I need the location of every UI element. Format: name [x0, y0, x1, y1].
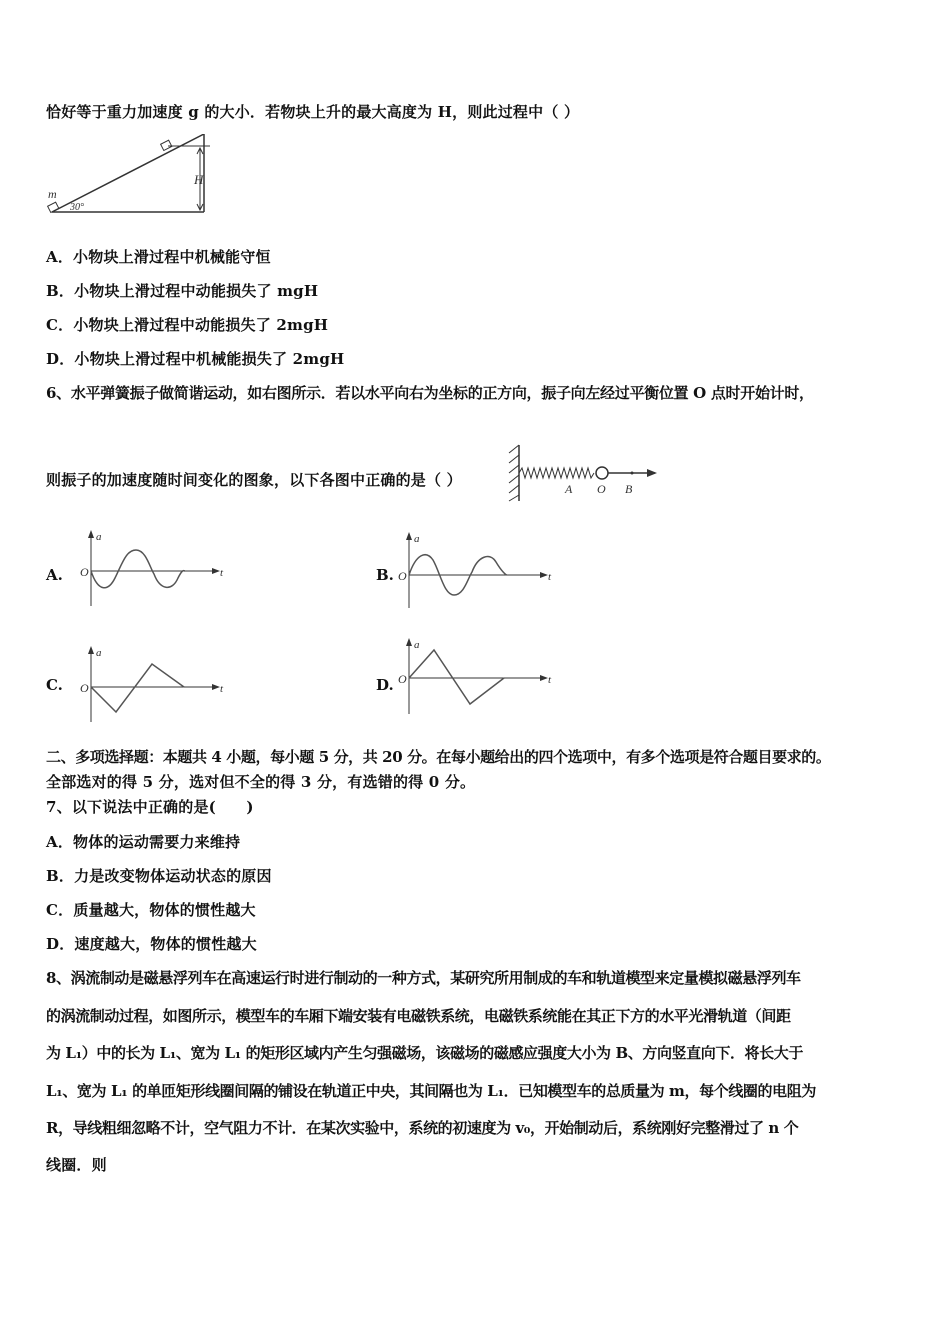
q6-graph-c: [80, 644, 230, 724]
mass-label: m: [48, 187, 57, 201]
height-label: H: [194, 172, 204, 187]
q6-stem-2: 则振子的加速度随时间变化的图象，以下各图中正确的是（ ）: [46, 471, 462, 489]
q6-option-b-label: B.: [376, 566, 394, 584]
q5-option-b: B．小物块上滑过程中动能损失了 mgH: [46, 282, 319, 300]
axis-t-label: t: [548, 571, 552, 583]
axis-a-label: a: [96, 531, 102, 543]
angle-label: 30°: [70, 202, 84, 213]
point-b-label: B: [625, 482, 633, 496]
point-o-label: O: [597, 482, 606, 496]
q6-option-c-label: C.: [46, 676, 63, 694]
q7-stem: 7、以下说法中正确的是( ): [46, 798, 254, 816]
q6-stem-1: 6、水平弹簧振子做简谐运动，如右图所示．若以水平向右为坐标的正方向，振子向左经过平衡位置 O 点时开始计时，: [46, 384, 814, 402]
axis-t-label: t: [220, 567, 224, 579]
q7-option-a: A．物体的运动需要力来维持: [46, 833, 241, 851]
q8-line-4: L₁、宽为 L₁ 的单匝矩形线圈间隔的铺设在轨道正中央，其间隔也为 L₁．已知模型车的总质量为 m，每个线圈的电阻为: [46, 1082, 816, 1100]
axis-t-label: t: [548, 674, 552, 686]
q5-option-c: C．小物块上滑过程中动能损失了 2mgH: [46, 316, 329, 334]
axis-a-label: a: [414, 533, 420, 545]
section2-instructions-1: 二、多项选择题：本题共 4 小题，每小题 5 分，共 20 分。在每小题给出的四个选项中，有多个选项是符合题目要求的。: [46, 748, 831, 766]
q7-option-d: D．速度越大，物体的惯性越大: [46, 935, 257, 953]
q8-line-1: 8、涡流制动是磁悬浮列车在高速运行时进行制动的一种方式，某研究所用制成的车和轨道模型来定量模拟磁悬浮列车: [46, 969, 801, 987]
q5-option-d: D．小物块上滑过程中机械能损失了 2mgH: [46, 350, 345, 368]
q6-option-a-label: A.: [46, 566, 63, 584]
q6-graph-b: [398, 530, 558, 610]
axis-t-label: t: [220, 683, 224, 695]
origin-label: O: [398, 672, 407, 686]
axis-a-label: a: [96, 647, 102, 659]
q5-stem: 恰好等于重力加速度 g 的大小．若物块上升的最大高度为 H，则此过程中（ ）: [46, 103, 580, 121]
q7-option-b: B．力是改变物体运动状态的原因: [46, 867, 272, 885]
origin-label: O: [80, 565, 89, 579]
q8-line-6: 线圈．则: [46, 1156, 107, 1174]
q8-line-3: 为 L₁）中的长为 L₁、宽为 L₁ 的矩形区域内产生匀强磁场，该磁场的磁感应强度大小为 B、方向竖直向下．将长大于: [46, 1044, 803, 1062]
incline-figure: [44, 134, 224, 220]
origin-label: O: [80, 681, 89, 695]
q8-line-2: 的涡流制动过程，如图所示，模型车的车厢下端安装有电磁铁系统，电磁铁系统能在其正下方的水平光滑轨道（间距: [46, 1007, 791, 1025]
q8-line-5: R，导线粗细忽略不计，空气阻力不计．在某次实验中，系统的初速度为 v₀，开始制动后，系统刚好完整滑过了 n 个: [46, 1119, 799, 1137]
origin-label: O: [398, 569, 407, 583]
q6-graph-d: [398, 636, 558, 716]
q5-option-a: A．小物块上滑过程中机械能守恒: [46, 248, 271, 266]
spring-oscillator-figure: [505, 443, 665, 503]
q6-option-d-label: D.: [376, 676, 394, 694]
q7-option-c: C．质量越大，物体的惯性越大: [46, 901, 256, 919]
point-a-label: A: [565, 482, 573, 496]
q6-graph-a: [80, 528, 230, 608]
section2-instructions-2: 全部选对的得 5 分，选对但不全的得 3 分，有选错的得 0 分。: [46, 773, 476, 791]
axis-a-label: a: [414, 639, 420, 651]
